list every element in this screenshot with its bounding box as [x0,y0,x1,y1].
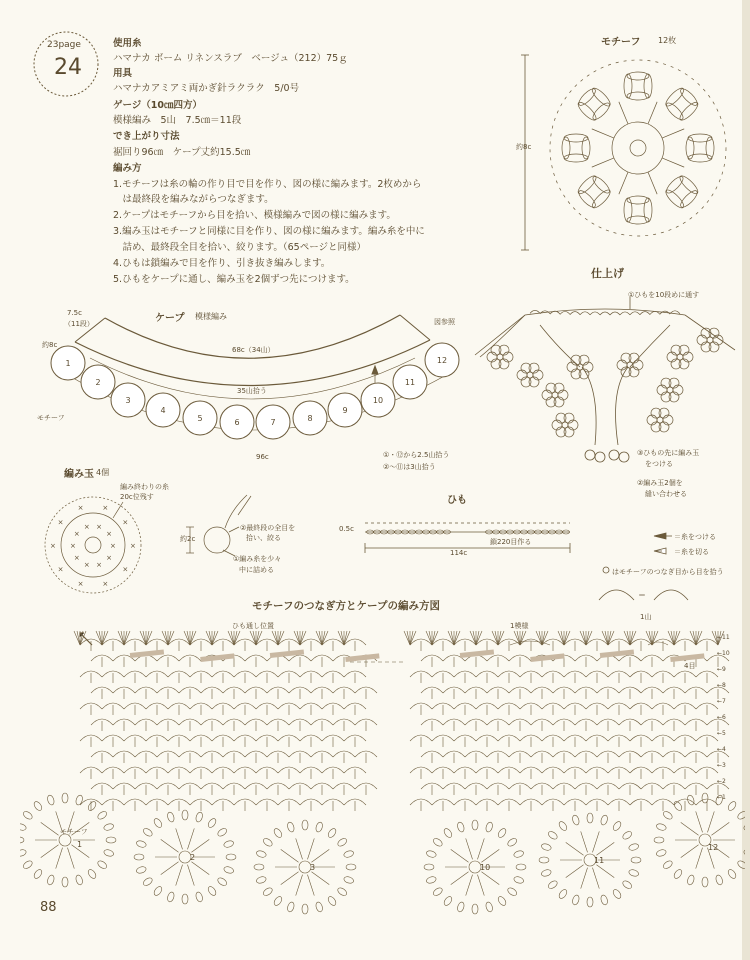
step-line: 4.ひもは鎖編みで目を作り、引き抜き編みします。 [113,258,331,269]
legend-join: はモチーフのつなぎ目から目を拾う [612,568,724,576]
finishing-note-cord: ①ひもを10段めに通す [628,291,700,299]
row-label: ←8 [717,682,726,689]
cape-motif-number: 3 [125,396,131,405]
motif-size: 約8c [516,143,532,151]
cord-diagram [355,515,580,560]
cape-title: ケープ [155,313,185,324]
chart-motif-number: 1 [77,840,83,849]
chart-motif-number: 3 [310,863,316,872]
svg-text:×: × [77,580,84,589]
cape-bottom: 96c [256,453,269,461]
cape-pattern: 模様編み [195,312,227,321]
tools-heading: 用具 [113,68,133,79]
size-heading: でき上がり寸法 [113,131,180,142]
step-line: 2.ケープはモチーフから目を拾い、模様編みで図の様に編みます。 [113,210,396,221]
row-label: ←2 [717,778,726,785]
ball-step2-2: 拾い、絞る [246,534,281,542]
cord-position-label: ひも通し位置 [232,622,274,630]
step-line: は最終段を編みながらつなぎます。 [113,194,274,205]
cape-motif-size: 約8c [42,341,58,349]
cape-motif-number: 12 [436,356,448,365]
cape-pickup: 35山拾う [237,387,267,395]
finishing-note-ball: ③ひもの先に編み玉 [637,449,700,457]
page-number: 88 [40,900,57,915]
svg-text:×: × [83,561,90,570]
svg-text:×: × [57,565,64,574]
gauge-heading: ゲージ（10㎝四方） [113,100,203,111]
motif-left-label: モチーフ [60,828,88,836]
svg-text:×: × [122,518,129,527]
row-label: ←4 [717,746,726,753]
finishing-diagram [470,295,740,475]
svg-text:＝: ＝ [638,591,646,600]
chart-title: モチーフのつなぎ方とケープの編み方図 [252,600,440,612]
chart-motif-number: 10 [480,863,491,872]
yarn-text: ハマナカ ボーム リネンスラブ ベージュ（212）75ｇ [113,53,348,64]
cord-thickness: 0.5c [339,525,354,533]
one-peak-label: 1山 [640,613,652,621]
svg-text:×: × [50,542,56,550]
row-label: ←1 [717,794,726,801]
crochet-chart [20,615,745,925]
legend-symbols [596,528,746,608]
cape-motif-number: 7 [270,418,276,427]
tools-text: ハマナカアミアミ両かぎ針ラクラク 5/0号 [113,83,300,94]
size-text: 裾回り96㎝ ケープ丈約15.5㎝ [113,147,251,158]
method-heading: 編み方 [113,163,142,174]
row-label: ←3 [717,762,726,769]
ball-diagram [35,490,265,600]
ball-title: 編み玉 [64,469,94,480]
repeat-label: 1模様 [510,622,529,630]
svg-text:×: × [73,553,80,562]
cord-title: ひも [447,495,467,506]
yarn-heading: 使用糸 [113,38,142,49]
step-line: 詰め、最終段全目を拾い、絞ります。（65ページと同様） [113,242,367,253]
chart-motif-number: 12 [708,843,719,852]
cape-motif-number: 6 [234,418,240,427]
row-label: ←9 [717,666,726,673]
ball-end-yarn: 編み終わりの糸 [120,483,169,491]
ball-count: 4個 [96,468,110,477]
cape-motif-number: 9 [342,406,348,415]
cape-motif-number: 8 [307,414,313,423]
ball-step1-2: 中に詰める [239,566,274,574]
ball-size: 約2c [180,535,196,543]
motif-diagram [520,50,730,260]
svg-text:×: × [122,565,129,574]
cape-schematic [30,300,480,470]
svg-text:×: × [110,542,116,550]
svg-text:×: × [57,518,64,527]
cape-note-1: ①・⑫から2.5山拾う [383,451,450,459]
ball-step1: ①編み糸を少々 [233,555,282,563]
finishing-note-two: ②編み玉2個を [637,479,683,487]
cape-motif-label: モチーフ [37,414,65,422]
svg-text:×: × [102,580,109,589]
cord-length: 114c [450,549,468,557]
cape-motif-number: 11 [404,378,416,387]
legend-cut: ＝糸を切る [674,548,709,556]
step-line: 5.ひもをケープに通し、編み玉を2個ずつ先につけます。 [113,274,355,285]
ball-step2: ②最終段の全目を [240,524,296,532]
svg-text:×: × [106,553,113,562]
badge-number: 24 [54,55,82,80]
svg-text:×: × [106,530,113,539]
svg-text:×: × [130,542,136,550]
svg-text:×: × [83,522,90,531]
finishing-note-ball-2: をつける [645,460,673,468]
motif-title: モチーフ [601,37,641,48]
row-label: ←5 [717,730,726,737]
cord-chain: 鎖220目作る [490,538,532,546]
gauge-text: 模様編み 5山 7.5㎝＝11段 [113,115,242,126]
step-line: 3.編み玉はモチーフと同様に目を作り、図の様に編みます。編み糸を中に [113,226,425,237]
legend-attach: ＝糸をつける [674,533,716,541]
row-label: ←10 [717,650,730,657]
step-line: 1.モチーフは糸の輪の作り目で目を作り、図の様に編みます。2枚めから [113,179,422,190]
cape-top-width: 68c（34山） [232,346,275,354]
svg-text:×: × [77,503,84,512]
finishing-title: 仕上げ [591,267,624,280]
svg-text:×: × [102,503,109,512]
cape-ref: 図参照 [434,318,455,326]
cape-motif-number: 1 [65,359,71,368]
cape-note-2: ②～⑪は3山拾う [383,463,436,471]
chart-motif-number: 2 [190,853,196,862]
svg-text:×: × [96,522,103,531]
row-label: ←6 [717,714,726,721]
svg-text:×: × [73,530,80,539]
motif-count: 12枚 [658,36,677,45]
cape-motif-number: 2 [95,378,101,387]
cape-side-height: 7.5c [67,309,82,317]
row-label: ←7 [717,698,726,705]
badge-page-ref: 23page [47,40,81,50]
four-stitch-label: 4目 [684,662,696,670]
cape-motif-number: 4 [160,406,166,415]
svg-text:×: × [70,542,76,550]
finishing-note-two-2: 縫い合わせる [645,490,687,498]
cape-motif-number: 10 [372,396,384,405]
svg-text:×: × [96,561,103,570]
row-label: ←11 [717,634,730,641]
cape-motif-number: 5 [197,414,203,423]
cape-side-rows: （11段） [64,320,94,328]
chart-motif-number: 11 [594,856,605,865]
ball-end-yarn-2: 20c位残す [120,493,154,501]
